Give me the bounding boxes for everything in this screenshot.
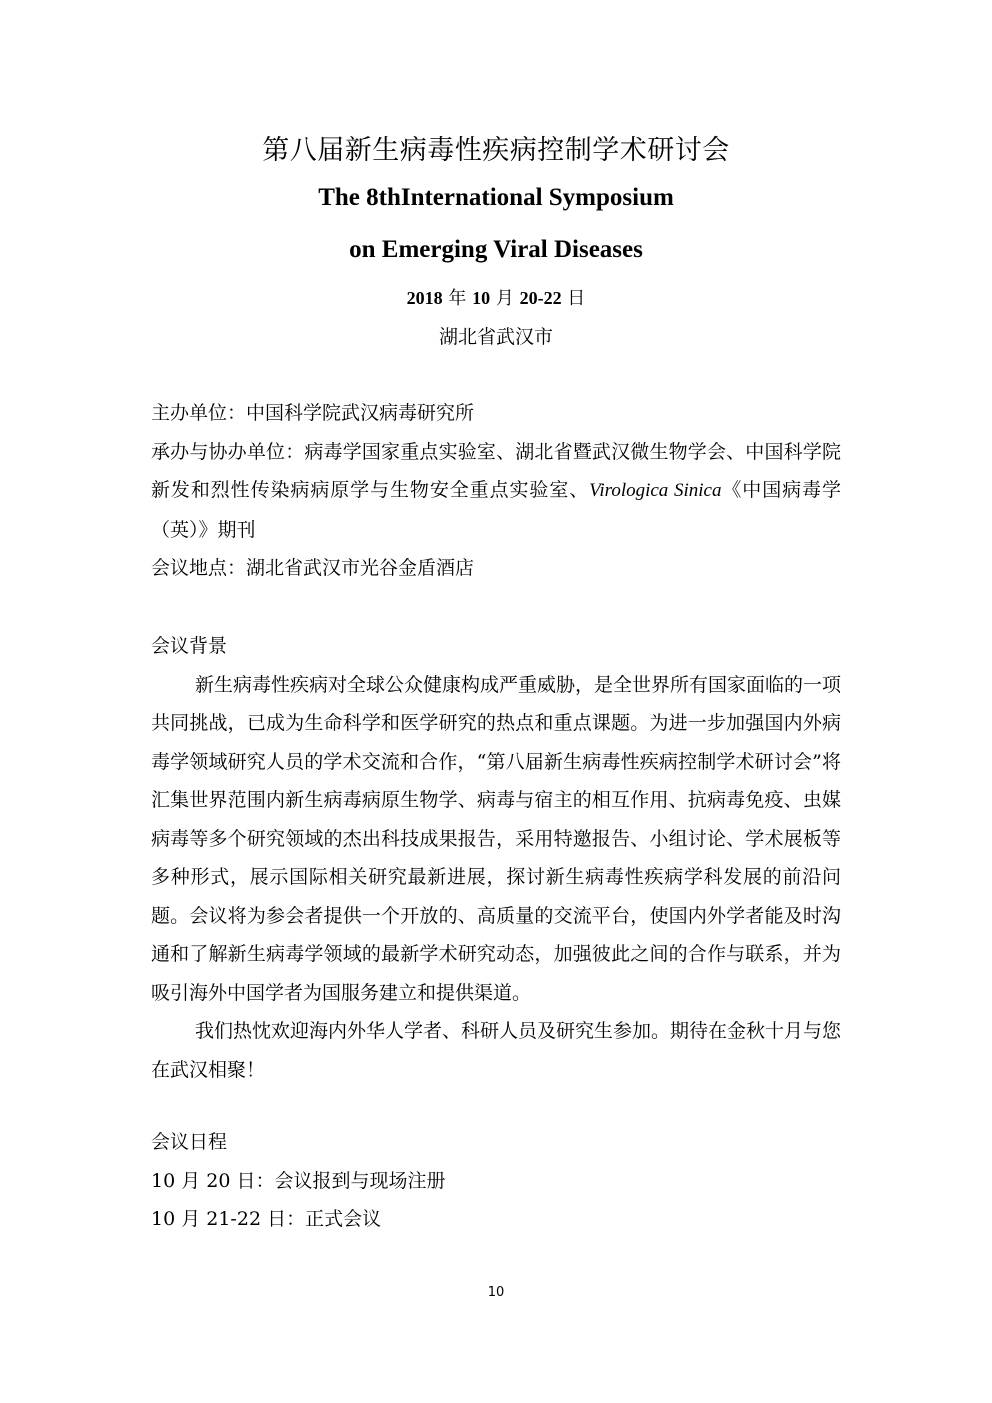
date-month-suffix: 月 [490,288,520,309]
co-organizers-prefix: 承办与协办单位：病毒学国家重点实验室、湖北省暨武汉微生物学会、中国科学院新发和烈性传染病病原学与生物安全重点实验室、 [151,440,841,501]
date-year-suffix: 年 [442,288,473,309]
date-days: 20-22 [519,288,562,308]
date-days-suffix: 日 [561,288,586,309]
conference-date [0,284,992,310]
title-english-line-2: on Emerging Viral Diseases [349,236,643,263]
background-heading: 会议背景 [151,635,228,657]
venue: 会议地点：湖北省武汉市光谷金盾酒店 [151,557,475,579]
schedule-item-1: 10 月 20 日：会议报到与现场注册 [151,1169,446,1192]
date-year: 2018 [406,288,443,308]
conference-city: 湖北省武汉市 [438,326,553,348]
title-chinese: 第八届新生病毒性疾病控制学术研讨会 [262,135,730,166]
schedule-item-2: 10 月 21-22 日：正式会议 [151,1208,382,1230]
background-paragraph-2: 我们热忱欢迎海内外华人学者、科研人员及研究生参加。期待在金秋十月与您在武汉相聚！ [151,1020,842,1081]
page-number: 10 [487,1285,505,1300]
organizer-info [151,394,841,588]
schedule-heading: 会议日程 [151,1131,228,1153]
background-section [151,627,841,1089]
co-organizers [151,433,841,550]
host-unit: 主办单位：中国科学院武汉病毒研究所 [151,402,475,424]
background-paragraph-1: 新生病毒性疾病对全球公众健康构成严重威胁，是全世界所有国家面临的一项共同挑战，已成为生命科学和医学研究的热点和重点课题。为进一步加强国内外病毒学领域研究人员的学术交流和合作，“第八届新生病毒性疾病控制学术研讨会”将汇集世界范围内新生病毒病原生物学、病毒与宿主的相互作用、抗病毒免疫、虫媒病毒等多个研究领域的杰出科技成果报告，采用特邀报告、小组讨论、学术展板等多种形式，展示国际相关研究最新进展，探讨新生病毒性疾病学科发展的前沿问题。会议将为参会者提供一个开放的、高质量的交流平台，使国内外学者能及时沟通和了解新生病毒学领域的最新学术研究动态，加强彼此之间的合作与联系，并为吸引海外中国学者为国服务建立和提供渠道。 [151,673,842,1004]
co-organizers-suffix: 《中国病毒学（英）》期刊 [151,479,841,541]
title-english-line-1: The 8thInternational Symposium [318,184,674,211]
date-month: 10 [472,288,491,308]
journal-name: Virologica Sinica [589,480,722,501]
schedule-section [151,1123,841,1239]
